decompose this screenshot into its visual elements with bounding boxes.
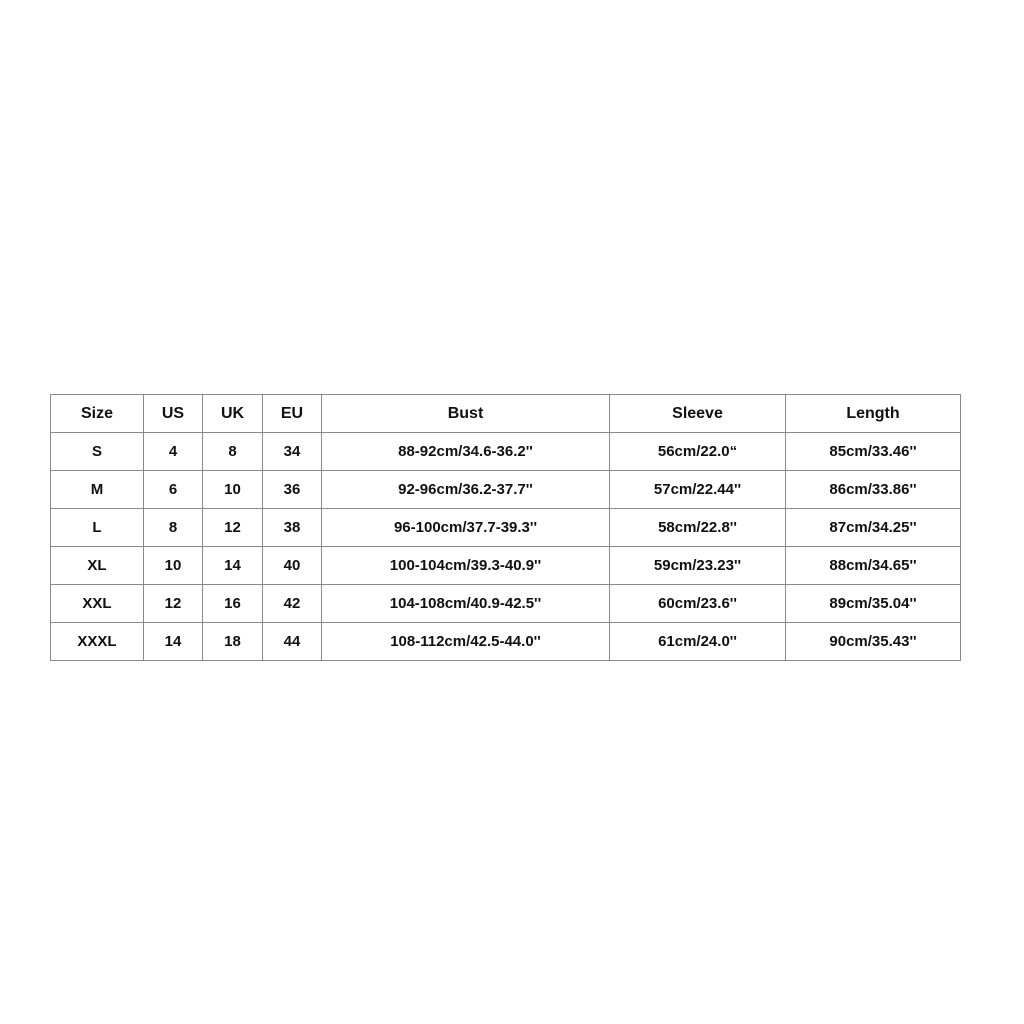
cell-uk: 8: [203, 433, 263, 471]
table-row: [51, 509, 961, 547]
table-row: [51, 623, 961, 661]
header-bust: Bust: [322, 395, 610, 433]
cell-size: M: [51, 471, 144, 509]
cell-bust: 96-100cm/37.7-39.3'': [322, 509, 610, 547]
cell-size: XXL: [51, 585, 144, 623]
cell-us: 12: [144, 585, 203, 623]
cell-bust: 108-112cm/42.5-44.0'': [322, 623, 610, 661]
cell-size: XL: [51, 547, 144, 585]
header-sleeve: Sleeve: [610, 395, 786, 433]
cell-eu: 42: [263, 585, 322, 623]
cell-bust: 100-104cm/39.3-40.9'': [322, 547, 610, 585]
cell-sleeve: 61cm/24.0'': [610, 623, 786, 661]
cell-uk: 18: [203, 623, 263, 661]
cell-length: 86cm/33.86'': [786, 471, 961, 509]
cell-us: 8: [144, 509, 203, 547]
cell-length: 85cm/33.46'': [786, 433, 961, 471]
cell-sleeve: 56cm/22.0“: [610, 433, 786, 471]
size-chart-table: [50, 394, 961, 661]
cell-sleeve: 58cm/22.8'': [610, 509, 786, 547]
cell-size: L: [51, 509, 144, 547]
cell-uk: 10: [203, 471, 263, 509]
header-eu: EU: [263, 395, 322, 433]
cell-length: 89cm/35.04'': [786, 585, 961, 623]
cell-length: 87cm/34.25'': [786, 509, 961, 547]
header-row: [51, 395, 961, 433]
cell-sleeve: 57cm/22.44'': [610, 471, 786, 509]
cell-bust: 88-92cm/34.6-36.2'': [322, 433, 610, 471]
cell-uk: 12: [203, 509, 263, 547]
cell-length: 90cm/35.43'': [786, 623, 961, 661]
cell-sleeve: 59cm/23.23'': [610, 547, 786, 585]
cell-eu: 44: [263, 623, 322, 661]
header-length: Length: [786, 395, 961, 433]
header-size: Size: [51, 395, 144, 433]
cell-us: 14: [144, 623, 203, 661]
header-uk: UK: [203, 395, 263, 433]
cell-size: S: [51, 433, 144, 471]
cell-bust: 92-96cm/36.2-37.7'': [322, 471, 610, 509]
header-us: US: [144, 395, 203, 433]
cell-eu: 40: [263, 547, 322, 585]
cell-uk: 16: [203, 585, 263, 623]
cell-us: 4: [144, 433, 203, 471]
cell-bust: 104-108cm/40.9-42.5'': [322, 585, 610, 623]
cell-eu: 34: [263, 433, 322, 471]
cell-eu: 36: [263, 471, 322, 509]
table-row: [51, 433, 961, 471]
cell-eu: 38: [263, 509, 322, 547]
cell-us: 10: [144, 547, 203, 585]
cell-us: 6: [144, 471, 203, 509]
cell-size: XXXL: [51, 623, 144, 661]
table-row: [51, 471, 961, 509]
cell-length: 88cm/34.65'': [786, 547, 961, 585]
table-row: [51, 547, 961, 585]
table-row: [51, 585, 961, 623]
cell-sleeve: 60cm/23.6'': [610, 585, 786, 623]
cell-uk: 14: [203, 547, 263, 585]
